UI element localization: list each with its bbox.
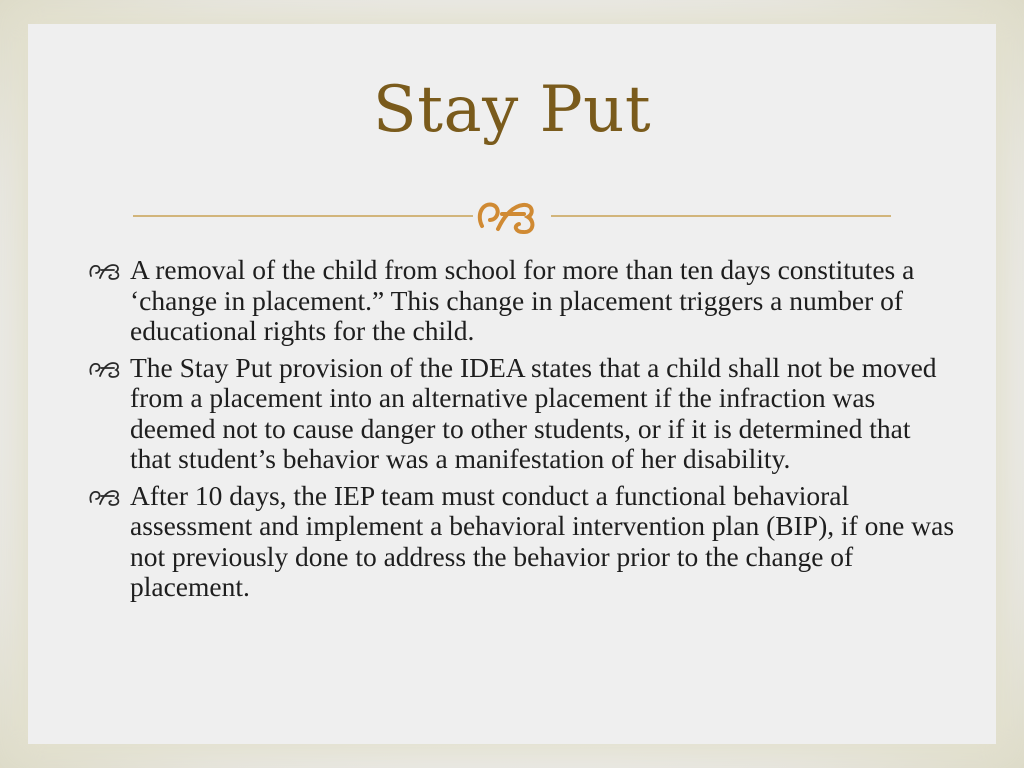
bullet-list [86, 255, 956, 609]
bullet-item [86, 255, 956, 347]
bullet-item [86, 353, 956, 475]
ornamental-scroll-icon [88, 261, 122, 281]
bullet-text: A removal of the child from school for more than ten days constitutes a ‘change in placement.” This change in placement triggers a number of educational rights for the child. [130, 254, 915, 346]
bullet-text: The Stay Put provision of the IDEA states that a child shall not be moved from a placement into an alternative placement if the infraction was deemed not to cause danger to other students, or if it is determined that that student’s behavior was a manifestation of her disability. [130, 351, 937, 474]
ornamental-scroll-icon [480, 205, 533, 233]
title-divider [133, 196, 891, 236]
bullet-text: After 10 days, the IEP team must conduct a functional behavioral assessment and implement a behavioral intervention plan (BIP), if one was not previously done to address the behavior prior to the change of placement. [130, 479, 955, 602]
ornamental-scroll-icon [88, 359, 122, 379]
slide-title: Stay Put [372, 73, 652, 147]
ornamental-scroll-icon [88, 487, 122, 507]
bullet-item [86, 481, 956, 603]
